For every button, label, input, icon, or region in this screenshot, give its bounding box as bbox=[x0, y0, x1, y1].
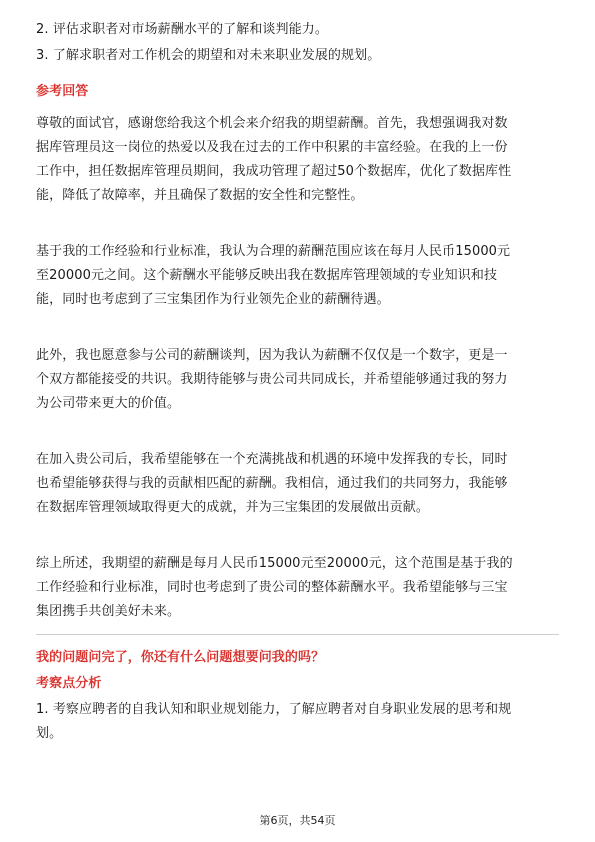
answer-paragraph-3-line-3: 为公司带来更大的价值。 bbox=[36, 396, 181, 411]
section-divider bbox=[36, 634, 559, 635]
answer-paragraph-5-line-2: 工作经验和行业标准，同时也考虑到了贵公司的整体薪酬水平。我希望能够与三宝 bbox=[36, 580, 508, 595]
answer-paragraph-5-line-1: 综上所述，我期望的薪酬是每月人民币15000元至20000元，这个范围是基于我的 bbox=[36, 556, 513, 571]
page-number: 第6页，共54页 bbox=[259, 814, 336, 827]
document-page bbox=[36, 0, 559, 842]
answer-paragraph-3-line-1: 此外，我也愿意参与公司的薪酬谈判，因为我认为薪酬不仅仅是一个数字，更是一 bbox=[36, 348, 508, 363]
criteria-item-3: 3. 了解求职者对工作机会的期望和对未来职业发展的规划。 bbox=[36, 48, 381, 63]
answer-paragraph-2-line-2: 至20000元之间。这个薪酬水平能够反映出我在数据库管理领域的专业知识和技 bbox=[36, 268, 498, 283]
answer-paragraph-1-line-3: 工作中，担任数据库管理员期间，我成功管理了超过50个数据库，优化了数据库性 bbox=[36, 164, 512, 179]
answer-paragraph-2-line-3: 能，同时也考虑到了三宝集团作为行业领先企业的薪酬待遇。 bbox=[36, 292, 390, 307]
analysis-heading: 考察点分析 bbox=[36, 676, 102, 691]
answer-paragraph-5-line-3: 集团携手共创美好未来。 bbox=[36, 604, 181, 619]
analysis-item-1-line-2: 划。 bbox=[36, 726, 63, 741]
answer-paragraph-4-line-2: 也希望能够获得与我的贡献相匹配的薪酬。我相信，通过我们的共同努力，我能够 bbox=[36, 476, 508, 491]
criteria-item-2: 2. 评估求职者对市场薪酬水平的了解和谈判能力。 bbox=[36, 22, 328, 37]
answer-paragraph-1-line-4: 能，降低了故障率，并且确保了数据的安全性和完整性。 bbox=[36, 188, 364, 203]
answer-heading: 参考回答 bbox=[36, 84, 89, 99]
answer-paragraph-4-line-3: 在数据库管理领域取得更大的成就，并为三宝集团的发展做出贡献。 bbox=[36, 500, 430, 515]
answer-paragraph-2-line-1: 基于我的工作经验和行业标准，我认为合理的薪酬范围应该在每月人民币15000元 bbox=[36, 244, 511, 259]
answer-paragraph-4-line-1: 在加入贵公司后，我希望能够在一个充满挑战和机遇的环境中发挥我的专长，同时 bbox=[36, 452, 508, 467]
analysis-item-1-line-1: 1. 考察应聘者的自我认知和职业规划能力，了解应聘者对自身职业发展的思考和规 bbox=[36, 702, 512, 717]
answer-paragraph-1-line-2: 据库管理员这一岗位的热爱以及我在过去的工作中积累的丰富经验。在我的上一份 bbox=[36, 140, 508, 155]
question-title: 我的问题问完了，你还有什么问题想要问我的吗？ bbox=[36, 650, 325, 665]
answer-paragraph-1-line-1: 尊敬的面试官，感谢您给我这个机会来介绍我的期望薪酬。首先，我想强调我对数 bbox=[36, 116, 508, 131]
answer-paragraph-3-line-2: 个双方都能接受的共识。我期待能够与贵公司共同成长，并希望能够通过我的努力 bbox=[36, 372, 508, 387]
